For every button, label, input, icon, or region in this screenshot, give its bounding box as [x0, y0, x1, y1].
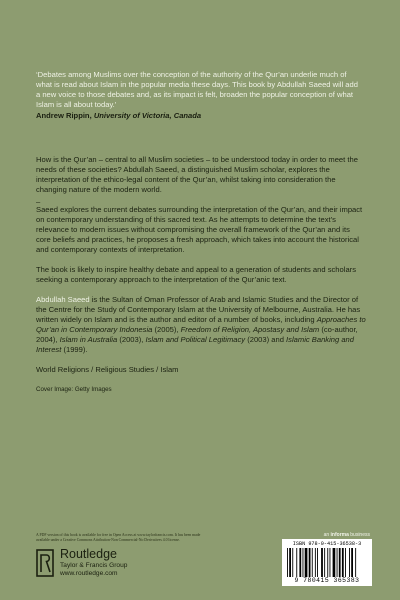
endorsement-quote: [36, 70, 364, 121]
author-bio-text: (2003),: [117, 335, 146, 344]
quote-text: ‘Debates among Muslims over the conception of the authority of the Qur’an underlie much of what is read about Islam in the popular media these days. This book by Abdullah Saeed will add a new voice to those debates and, as its impact is felt, broaden the popular conception of what Islam is all about today.’: [36, 70, 358, 109]
book-title: Islamic Banking and Interest: [36, 335, 355, 354]
author-bio-text: (2005),: [152, 325, 181, 334]
description-dash: –: [36, 197, 41, 206]
book-title: Approaches to Qur’an in Contemporary Indonesia: [36, 315, 366, 334]
open-access-note: A PDF version of this book is available for free in Open Access at www.taylorfrancis.com. It has been made available under a Creative Commons Attribution-Non Commercial-No Derivatives 4.0 license.: [36, 533, 201, 542]
quote-author-name: Andrew Rippin,: [36, 111, 92, 120]
isbn-label: ISBN 978-0-415-36538-3: [292, 541, 362, 547]
publisher-group: Taylor & Francis Group: [60, 562, 128, 569]
barcode-icon: [287, 548, 367, 577]
book-title: Islam and Political Legitimacy: [145, 335, 246, 344]
cover-image-credit: Cover Image: Getty Images: [36, 386, 112, 393]
description-paragraph-2: Saeed explores the current debates surrounding the interpretation of the Qur’an, and their impact on contemporary understanding of this sacred text. As he attempts to determine the text’s relevance to modern issues without compromising the overall framework of the Qur’an and its core beliefs and practices, he proposes a fresh approach, which takes into account the historical and contemporary contexts of interpretation.: [36, 205, 363, 254]
publisher-name: Routledge: [60, 547, 117, 561]
author-bio: [36, 295, 366, 355]
description-paragraph-1: How is the Qur’an – central to all Muslim societies – to be understood today in order to meet the needs of these societies? Abdullah Saeed, a distinguished Muslim scholar, explores the interpretation of the ethico-legal content of the Qur’an, whilst taking into consideration the changing nature of the modern world.: [36, 155, 358, 194]
book-title: Islam in Australia: [59, 335, 118, 344]
informa-suffix: business: [348, 532, 370, 538]
informa-prefix: an: [323, 532, 331, 538]
publisher-url[interactable]: www.routledge.com: [60, 570, 118, 577]
publisher-block: [36, 548, 206, 582]
quote-author-affiliation: University of Victoria, Canada: [93, 111, 202, 120]
routledge-logo-icon: [36, 548, 56, 578]
author-bio-text: is the Sultan of Oman Professor of Arab and Islamic Studies and the Director of the Centre for the Study of Contemporary Islam at the University of Melbourne, Australia. He has written widely on Islam and is the author and editor of a number of books, including: [36, 295, 361, 324]
author-bio-text: (co-author, 2004),: [36, 325, 358, 344]
book-title: Freedom of Religion, Apostasy and Islam: [180, 325, 320, 334]
author-bio-text: (1999).: [61, 345, 88, 354]
description-paragraph-3: The book is likely to inspire healthy debate and appeal to a generation of students and scholars seeking a contemporary approach to the interpretation of the Qur’anic text.: [36, 265, 356, 284]
book-description: [36, 155, 366, 405]
author-bio-name: Abdullah Saeed: [36, 295, 90, 304]
informa-brand: informa: [330, 532, 349, 538]
informa-tagline: [300, 532, 370, 538]
subject-categories: World Religions / Religious Studies / Islam: [36, 365, 179, 374]
isbn-barcode: [282, 539, 372, 586]
barcode-number: 9 780415 365383: [294, 577, 360, 584]
author-bio-text: (2003) and: [245, 335, 287, 344]
quote-attribution: [36, 111, 364, 121]
